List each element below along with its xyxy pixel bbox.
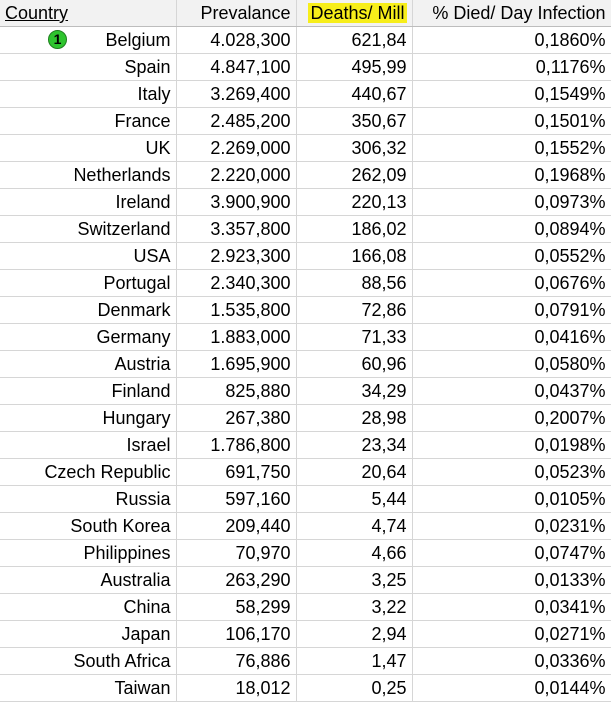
country-cell[interactable] [0,54,176,81]
deaths-cell[interactable]: 20,64 [296,459,412,486]
country-label: Italy [137,84,171,104]
country-label: Denmark [97,300,171,320]
prevalance-cell[interactable]: 825,880 [176,378,296,405]
deaths-cell[interactable]: 262,09 [296,162,412,189]
table-row [0,567,611,594]
country-label: Ireland [115,192,171,212]
country-label: Germany [96,327,171,347]
table-body [0,27,611,702]
deaths-cell[interactable]: 440,67 [296,81,412,108]
deaths-cell[interactable]: 1,47 [296,648,412,675]
country-label: Spain [124,57,171,77]
table-row [0,486,611,513]
died-day-infection-cell[interactable]: 0,0676% [412,270,611,297]
country-cell[interactable] [0,405,176,432]
died-day-infection-cell[interactable]: 0,0552% [412,243,611,270]
died-day-infection-cell[interactable]: 0,0144% [412,675,611,702]
header-prevalance[interactable]: Prevalance [176,0,296,27]
deaths-cell[interactable]: 186,02 [296,216,412,243]
country-label: Netherlands [73,165,171,185]
died-day-infection-cell[interactable]: 0,1176% [412,54,611,81]
deaths-cell[interactable]: 60,96 [296,351,412,378]
country-label: Portugal [103,273,171,293]
country-label: Austria [114,354,171,374]
country-label: Russia [115,489,171,509]
table-row [0,351,611,378]
table-row [0,324,611,351]
country-label: Belgium [105,30,171,50]
table-row [0,216,611,243]
died-day-infection-cell[interactable]: 0,0416% [412,324,611,351]
prevalance-cell[interactable]: 3.900,900 [176,189,296,216]
prevalance-cell[interactable]: 2.923,300 [176,243,296,270]
died-day-infection-cell[interactable]: 0,0437% [412,378,611,405]
died-day-infection-cell[interactable]: 0,2007% [412,405,611,432]
country-cell[interactable] [0,486,176,513]
table-row [0,459,611,486]
deaths-cell[interactable]: 4,74 [296,513,412,540]
died-day-infection-cell[interactable]: 0,0198% [412,432,611,459]
prevalance-cell[interactable]: 1.695,900 [176,351,296,378]
deaths-cell[interactable]: 495,99 [296,54,412,81]
country-cell[interactable] [0,675,176,702]
country-label: Hungary [102,408,171,428]
country-label: South Korea [70,516,171,536]
country-label: Taiwan [114,678,171,698]
country-cell[interactable] [0,270,176,297]
country-cell[interactable] [0,81,176,108]
prevalance-cell[interactable]: 4.028,300 [176,27,296,54]
died-day-infection-cell[interactable]: 0,0133% [412,567,611,594]
country-cell[interactable] [0,216,176,243]
country-cell[interactable] [0,567,176,594]
country-label: France [114,111,171,131]
died-day-infection-cell[interactable]: 0,1860% [412,27,611,54]
header-row [0,0,611,27]
country-cell[interactable] [0,648,176,675]
table-row [0,297,611,324]
prevalance-cell[interactable]: 263,290 [176,567,296,594]
header-deaths-per-mill[interactable] [296,0,412,27]
country-cell[interactable] [0,594,176,621]
died-day-infection-cell[interactable]: 0,1968% [412,162,611,189]
deaths-cell[interactable]: 350,67 [296,108,412,135]
prevalance-cell[interactable]: 2.269,000 [176,135,296,162]
deaths-cell[interactable]: 4,66 [296,540,412,567]
country-cell[interactable] [0,162,176,189]
deaths-cell[interactable]: 5,44 [296,486,412,513]
country-label: China [123,597,171,617]
country-label: USA [133,246,171,266]
deaths-cell[interactable]: 71,33 [296,324,412,351]
table-row [0,432,611,459]
deaths-cell[interactable]: 0,25 [296,675,412,702]
deaths-cell[interactable]: 28,98 [296,405,412,432]
died-day-infection-cell[interactable]: 0,0231% [412,513,611,540]
table-row [0,540,611,567]
country-cell[interactable] [0,27,176,54]
prevalance-cell[interactable]: 70,970 [176,540,296,567]
prevalance-cell[interactable]: 76,886 [176,648,296,675]
table-row [0,513,611,540]
country-label: Israel [126,435,171,455]
prevalance-cell[interactable]: 4.847,100 [176,54,296,81]
country-cell[interactable] [0,108,176,135]
died-day-infection-cell[interactable]: 0,0105% [412,486,611,513]
died-day-infection-cell[interactable]: 0,0341% [412,594,611,621]
country-label: Australia [100,570,171,590]
deaths-cell[interactable]: 166,08 [296,243,412,270]
deaths-cell[interactable]: 72,86 [296,297,412,324]
deaths-cell[interactable]: 621,84 [296,27,412,54]
prevalance-cell[interactable]: 597,160 [176,486,296,513]
header-deaths-label: Deaths/ Mill [310,3,405,23]
country-label: Switzerland [77,219,171,239]
died-day-infection-cell[interactable]: 0,0271% [412,621,611,648]
prevalance-cell[interactable]: 1.786,800 [176,432,296,459]
table-row [0,378,611,405]
country-cell[interactable] [0,351,176,378]
died-day-infection-cell[interactable]: 0,1552% [412,135,611,162]
prevalance-cell[interactable]: 106,170 [176,621,296,648]
header-country[interactable]: Country [0,0,176,27]
table-row [0,270,611,297]
country-cell[interactable] [0,135,176,162]
deaths-cell[interactable]: 3,25 [296,567,412,594]
country-label: UK [145,138,171,158]
country-label: Finland [111,381,171,401]
country-cell[interactable] [0,432,176,459]
prevalance-cell[interactable]: 18,012 [176,675,296,702]
prevalance-cell[interactable]: 1.535,800 [176,297,296,324]
country-cell[interactable] [0,189,176,216]
table-row [0,594,611,621]
died-day-infection-cell[interactable]: 0,0973% [412,189,611,216]
died-day-infection-cell[interactable]: 0,0336% [412,648,611,675]
country-cell[interactable] [0,513,176,540]
table-row [0,162,611,189]
country-cell[interactable] [0,540,176,567]
died-day-infection-cell[interactable]: 0,0523% [412,459,611,486]
table-row [0,81,611,108]
table-row [0,27,611,54]
table-row [0,243,611,270]
prevalance-cell[interactable]: 691,750 [176,459,296,486]
prevalance-cell[interactable]: 1.883,000 [176,324,296,351]
prevalance-cell[interactable]: 3.357,800 [176,216,296,243]
died-day-infection-cell[interactable]: 0,0894% [412,216,611,243]
died-day-infection-cell[interactable]: 0,0791% [412,297,611,324]
deaths-cell[interactable]: 34,29 [296,378,412,405]
deaths-cell[interactable]: 3,22 [296,594,412,621]
country-cell[interactable] [0,324,176,351]
table-row [0,621,611,648]
deaths-cell[interactable]: 306,32 [296,135,412,162]
deaths-cell[interactable]: 88,56 [296,270,412,297]
prevalance-cell[interactable]: 2.340,300 [176,270,296,297]
died-day-infection-cell[interactable]: 0,0747% [412,540,611,567]
table-row [0,648,611,675]
deaths-cell[interactable]: 220,13 [296,189,412,216]
country-label: Czech Republic [44,462,171,482]
country-label: South Africa [73,651,171,671]
country-label: Japan [121,624,171,644]
header-died-day-infection[interactable]: % Died/ Day Infection [412,0,611,27]
country-cell[interactable] [0,297,176,324]
prevalance-cell[interactable]: 2.220,000 [176,162,296,189]
country-cell[interactable] [0,459,176,486]
deaths-cell[interactable]: 2,94 [296,621,412,648]
table-row [0,675,611,702]
prevalance-cell[interactable]: 209,440 [176,513,296,540]
country-cell[interactable] [0,378,176,405]
country-cell[interactable] [0,621,176,648]
died-day-infection-cell[interactable]: 0,1501% [412,108,611,135]
prevalance-cell[interactable]: 2.485,200 [176,108,296,135]
table-row [0,135,611,162]
table-row [0,405,611,432]
table-row [0,54,611,81]
prevalance-cell[interactable]: 267,380 [176,405,296,432]
table-row [0,108,611,135]
deaths-cell[interactable]: 23,34 [296,432,412,459]
table-row [0,189,611,216]
died-day-infection-cell[interactable]: 0,1549% [412,81,611,108]
numbered-circle-icon: 1 [48,30,67,49]
country-cell[interactable] [0,243,176,270]
died-day-infection-cell[interactable]: 0,0580% [412,351,611,378]
prevalance-cell[interactable]: 58,299 [176,594,296,621]
prevalance-cell[interactable]: 3.269,400 [176,81,296,108]
country-label: Philippines [83,543,171,563]
